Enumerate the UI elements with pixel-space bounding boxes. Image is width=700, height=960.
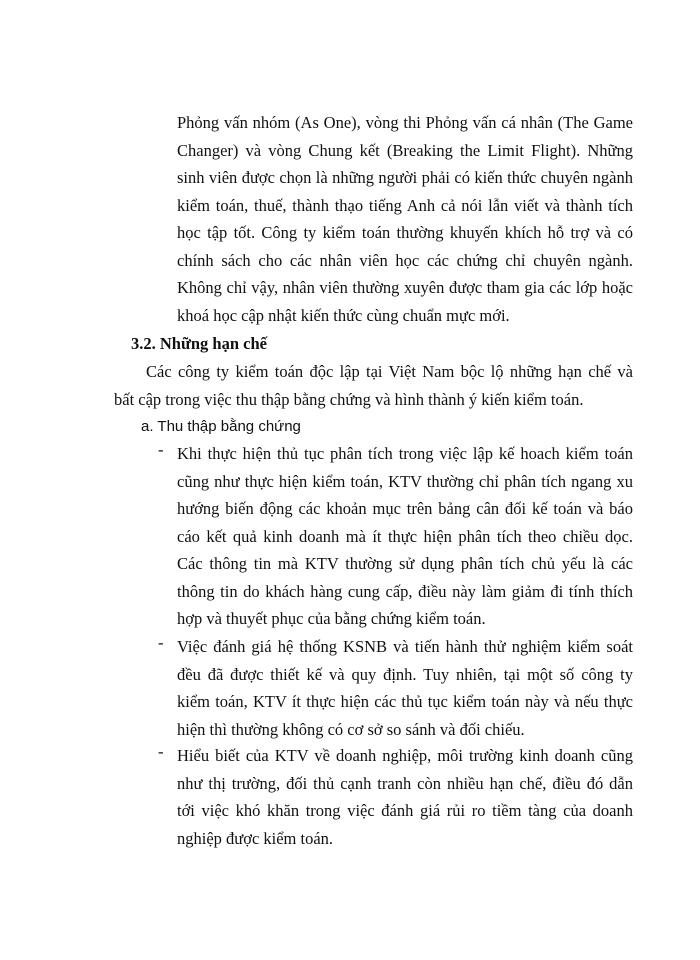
bullet-line: cáo kết quả kinh doanh mà ít thực hiện phân tích theo chiều dọc. — [177, 526, 633, 546]
bullet-line: hợp và thuyết phục của bằng chứng kiểm toán. — [177, 609, 486, 628]
bullet-item — [177, 440, 633, 633]
bullet-line: thông tin do khách hàng cung cấp, điều này làm giảm đi tính thích — [177, 581, 633, 601]
bullet-line: hiện thì thường không có cơ sở so sánh và đối chiếu. — [177, 719, 525, 739]
section-heading: 3.2. Những hạn chế — [131, 334, 267, 353]
bullet-item — [177, 742, 633, 852]
paragraph-line: Phỏng vấn nhóm (As One), vòng thi Phỏng vấn cá nhân (The Game — [177, 113, 633, 132]
bullet-line: Khi thực hiện thủ tục phân tích trong việc lập kế hoach kiểm toán — [177, 444, 633, 463]
bullet-item — [177, 633, 633, 743]
bullet-line: nghiệp được kiểm toán. — [177, 828, 334, 848]
bullet-line: đều đã được thiết kế và quy định. Tuy nhiên, tại một số công ty — [177, 664, 633, 684]
continuation-paragraph — [177, 109, 633, 329]
bullet-dash: - — [158, 440, 164, 459]
paragraph-line: Changer) và vòng Chung kết (Breaking the Limit Flight). Những — [177, 140, 633, 160]
paragraph-line: Không chỉ vậy, nhân viên thường xuyên được tham gia các lớp hoặc — [177, 278, 633, 297]
paragraph-line: sinh viên được chọn là những người phải có kiến thức chuyên ngành — [177, 168, 633, 187]
intro-paragraph — [114, 358, 633, 413]
bullet-line: tới việc khó khăn trong việc đánh giá rủi ro tiềm tàng của doanh — [177, 801, 633, 820]
bullet-line: Các thông tin mà KTV thường sử dụng phân tích chủ yếu là các — [177, 554, 633, 573]
bullet-dash: - — [158, 742, 164, 761]
paragraph-line: chính sách cho các nhân viên học các chứng chỉ chuyên ngành. — [177, 250, 633, 270]
paragraph-line: khoá học cập nhật kiến thức cùng chuẩn mực mới. — [177, 305, 510, 325]
paragraph-line: kiểm toán, thuế, thành thạo tiếng Anh cả nói lẫn viết và thành tích — [177, 195, 633, 215]
paragraph-line: Các công ty kiểm toán độc lập tại Việt Nam bộc lộ những hạn chế và — [146, 362, 633, 381]
paragraph-line: học tập tốt. Công ty kiểm toán thường khuyến khích hỗ trợ và có — [177, 223, 633, 242]
bullet-line: hướng biến động các khoản mục trên bảng cân đối kế toán và báo — [177, 499, 633, 518]
bullet-dash: - — [158, 633, 164, 652]
bullet-line: Hiểu biết của KTV về doanh nghiệp, môi trường kinh doanh cũng — [177, 746, 633, 765]
paragraph-line: bất cập trong việc thu thập bằng chứng và hình thành ý kiến kiểm toán. — [114, 389, 584, 409]
bullet-line: cũng như thực hiện kiểm toán, KTV thường chỉ phân tích ngang xu — [177, 471, 633, 491]
bullet-line: như thị trường, đối thủ cạnh tranh còn nhiều hạn chế, điều đó dẫn — [177, 773, 633, 793]
bullet-line: Việc đánh giá hệ thống KSNB và tiến hành thử nghiệm kiểm soát — [177, 637, 633, 656]
bullet-line: kiểm toán, KTV ít thực hiện các thủ tục kiểm toán này và nếu thực — [177, 692, 633, 711]
sub-heading: a. Thu thập bằng chứng — [141, 418, 301, 435]
